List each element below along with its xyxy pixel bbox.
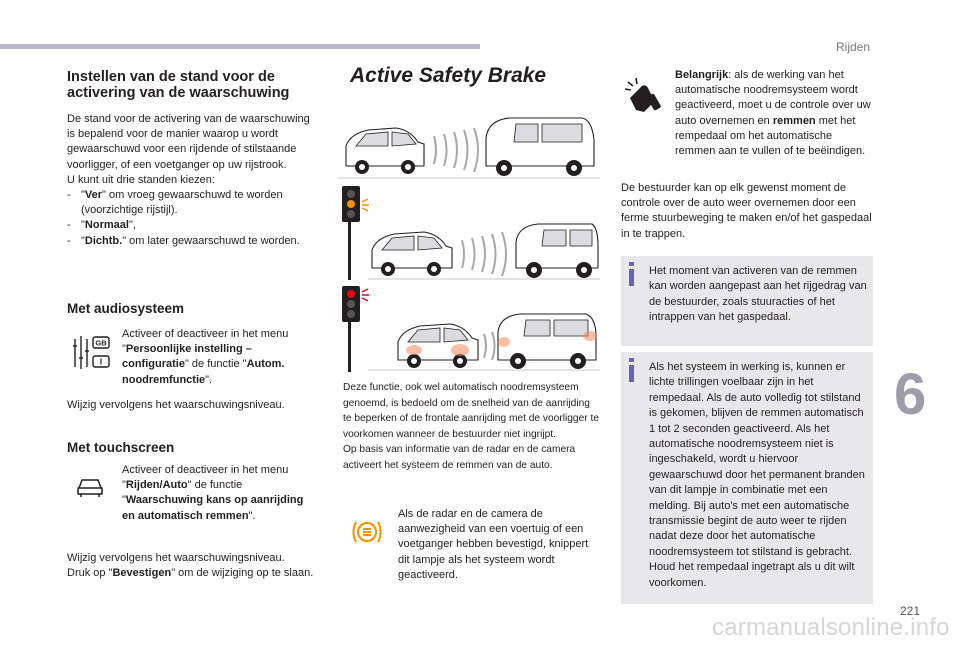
info-box-operation [621, 352, 873, 604]
audio-heading: Met audiosysteem [67, 301, 185, 316]
important-label: Belangrijk [675, 69, 729, 81]
settings-body [67, 112, 317, 249]
audio-after: Wijzig vervolgens het waarschuwingsniveau. [67, 399, 285, 411]
page-number: 221 [900, 604, 921, 618]
touchscreen-heading: Met touchscreen [67, 440, 175, 455]
option-far: - "Ver" om vroeg gewaarschuwd te worden (voorzichtige rijstijl). [67, 189, 283, 217]
option-near: - "Dichtb." om later gewaarschuwd te worden. [67, 234, 300, 247]
audio-text-pre: Activeer of deactiveer in het menu " [122, 328, 289, 356]
watermark: carmanualsonline.info [712, 614, 950, 641]
audio-text-mid: " de functie " [184, 358, 247, 371]
touchscreen-after [67, 551, 317, 581]
option-near-desc: om later gewaarschuwd te worden. [126, 234, 300, 247]
option-far-name: Ver [84, 189, 103, 202]
option-near-name: Dichtb. [84, 234, 123, 247]
info-icon [629, 358, 634, 382]
top-rule [0, 44, 480, 49]
touch-after-2-pre: Druk op " [67, 567, 113, 580]
hand-brake-warning-icon [624, 76, 662, 121]
touch-text-pre: Activeer of deactiveer in het menu " [122, 464, 289, 492]
info-icon [629, 262, 634, 286]
info-box-activation [621, 256, 873, 346]
important-text: : als de werking van het automatische noodremsysteem wordt geactiveerd, moet u de controle over uw auto overnemen en [675, 69, 871, 127]
important-brake-word: remmen [772, 114, 816, 127]
touch-after-1: Wijzig vervolgens het waarschuwingsniveau. [67, 552, 285, 564]
settings-heading: Instellen van de stand voor de activering van de waarschuwing [67, 69, 290, 101]
car-icon [76, 476, 104, 503]
svg-text:I: I [99, 357, 103, 367]
touch-after-2-post: " om de wijziging op te slaan. [171, 567, 314, 580]
touch-menu-name: Rijden/Auto [125, 479, 188, 492]
illustration-cars-near [338, 284, 600, 374]
section-header: Rijden [836, 40, 871, 54]
option-normal-desc: , [132, 219, 136, 232]
driver-override-text: De bestuurder kan op elk gewenst moment de controle over de auto weer overnemen door een ferme stuurbeweging te maken en/of het gaspedaal in te trappen. [621, 182, 872, 240]
touch-function-name: Waarschuwing kans op aanrijding en automatisch remmen [122, 494, 304, 522]
option-far-desc: om vroeg gewaarschuwd te worden (voorzichtige rijstijl). [81, 189, 283, 217]
option-normal: - "Normaal", [67, 219, 136, 232]
asb-para-2: Op basis van informatie van de radar en de camera activeert het systeem de remmen van de auto. [343, 444, 576, 471]
touchscreen-instructions [122, 463, 312, 524]
audio-text-post: ". [205, 373, 213, 386]
settings-choose: U kunt uit drie standen kiezen: [67, 173, 215, 186]
option-normal-name: Normaal [84, 219, 129, 232]
touch-text-post: ". [248, 509, 256, 522]
page-title: Active Safety Brake [350, 64, 547, 87]
audio-system-icon [72, 331, 112, 378]
important-text-2: met het rempedaal om het automatische remmen aan te vullen of te beëindigen. [675, 114, 866, 158]
asb-description [343, 380, 599, 474]
confirm-button-label: Bevestigen [112, 567, 172, 580]
svg-text:GB: GB [95, 338, 107, 348]
illustration-cars-far [338, 110, 600, 182]
illustration-cars-medium [338, 184, 600, 282]
asb-warning-lamp-icon [349, 515, 385, 554]
settings-intro: De stand voor de activering van de waarschuwing is bepalend voor de manier waarop u wordt gewaarschuwd voor een rijdende of stilstaande voorligger, of een voetganger op uw rijstrook. [67, 113, 310, 171]
info-box-activation-text: Het moment van activeren van de remmen kan worden aangepast aan het rijgedrag van de bestuurder, zoals stuuracties of het intrappen van het gaspedaal. [649, 265, 867, 324]
lamp-description: Als de radar en de camera de aanwezigheid van een voertuig of een voetganger hebben bevestigd, knippert dit lampje als het systeem wordt geactiveerd. [398, 508, 589, 581]
info-box-operation-text: Als het systeem in werking is, kunnen er lichte trillingen voelbaar zijn in het rempedaal. Als de auto volledig tot stilstand is gekomen, blijven de remmen automatisch 1 tot 2 seconden geactiveerd. Als het automatische noodremsysteem niet is ingeschakeld, wordt u hiervoor gewaarschuwd door het permanent branden van dit lampje in combinatie met een melding. Bij auto's met een automatische transmissie begint de auto weer te rijden nadat deze door het automatische noodremsysteem tot stilstand is gebracht. Houd het rempedaal ingetrapt als u dit wilt voorkomen. [649, 361, 865, 589]
touch-text-mid: " de functie " [122, 479, 243, 507]
audio-menu-name: Persoonlijke instelling – configuratie [122, 343, 252, 371]
chapter-number: 6 [894, 350, 960, 440]
audio-instructions [122, 327, 312, 388]
important-note [675, 68, 875, 159]
asb-para-1: Deze functie, ook wel automatisch noodremsysteem genoemd, is bedoeld om de snelheid van de aanrijding te beperken of de frontale aanrijding met de voorligger te voorkomen wanneer de bestuurder niet ingrijpt. [343, 382, 599, 440]
audio-function-name: Autom. noodremfunctie [122, 358, 285, 386]
